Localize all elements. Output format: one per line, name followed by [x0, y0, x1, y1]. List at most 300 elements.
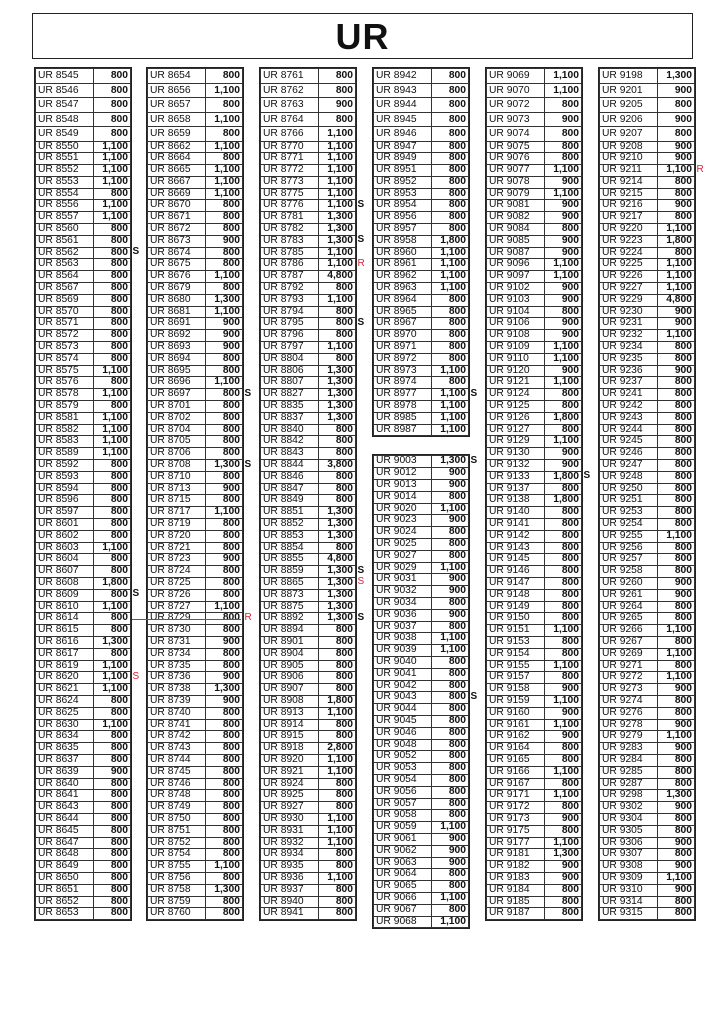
margin-mark: R: [357, 257, 365, 269]
item-code: UR 8853: [261, 530, 319, 542]
margin-mark: R: [244, 611, 252, 623]
table-row: [148, 766, 243, 778]
item-code: UR 8851: [261, 507, 319, 519]
item-code: UR 8643: [36, 802, 94, 814]
table-row: [600, 743, 695, 755]
item-code: UR 8974: [374, 377, 432, 389]
table-row: [600, 636, 695, 648]
item-code: UR 9068: [374, 916, 432, 928]
table-row: [148, 507, 243, 519]
page-title: UR: [335, 16, 390, 57]
table-row: [600, 424, 695, 436]
item-code: UR 8852: [261, 519, 319, 531]
item-code: UR 8746: [148, 778, 206, 790]
table-row: [148, 259, 243, 271]
table-row: [600, 754, 695, 766]
item-code: UR 8978: [374, 401, 432, 413]
item-code: UR 8692: [148, 330, 206, 342]
item-quantity: 800: [544, 648, 581, 660]
margin-mark: S: [132, 246, 140, 258]
item-quantity: 800: [657, 754, 694, 766]
item-code: UR 9148: [487, 589, 545, 601]
item-quantity: 1,800: [318, 695, 355, 707]
item-code: UR 9165: [487, 754, 545, 766]
table-row: [36, 247, 131, 259]
margin-mark: S: [244, 458, 252, 470]
item-quantity: 800: [93, 849, 130, 861]
table-row: [600, 884, 695, 896]
item-code: UR 9012: [374, 468, 432, 480]
item-code: UR 8953: [374, 188, 432, 200]
item-quantity: 1,100: [431, 562, 468, 574]
table-row: [36, 141, 131, 153]
item-quantity: 1,100: [318, 825, 355, 837]
item-quantity: 1,100: [318, 837, 355, 849]
item-quantity: 1,100: [431, 645, 468, 657]
table-row: [600, 707, 695, 719]
item-quantity: 900: [544, 365, 581, 377]
table-row: [261, 542, 356, 554]
table-row: [600, 141, 695, 153]
item-code: UR 8650: [36, 872, 94, 884]
item-quantity: 1,100: [544, 436, 581, 448]
table-row: [36, 884, 131, 896]
table-row: [148, 436, 243, 448]
table-row: [374, 810, 469, 822]
table-row: [374, 318, 469, 330]
item-code: UR 9096: [487, 259, 545, 271]
item-quantity: 1,100: [544, 695, 581, 707]
table-row: [600, 695, 695, 707]
table-row: [374, 503, 469, 515]
item-code: UR 8907: [261, 684, 319, 696]
item-code: UR 8901: [261, 636, 319, 648]
item-quantity: 800: [544, 401, 581, 413]
item-quantity: 900: [657, 306, 694, 318]
item-quantity: 800: [93, 353, 130, 365]
table-row: [487, 896, 582, 908]
item-code: UR 8639: [36, 766, 94, 778]
item-code: UR 8973: [374, 365, 432, 377]
table-row: [148, 318, 243, 330]
item-code: UR 8589: [36, 448, 94, 460]
table-row: [374, 112, 469, 127]
item-quantity: 800: [93, 554, 130, 566]
item-quantity: 800: [205, 872, 242, 884]
item-code: UR 9042: [374, 680, 432, 692]
table-row: [374, 200, 469, 212]
item-quantity: 800: [93, 98, 130, 113]
table-row: [36, 613, 131, 625]
item-code: UR 9013: [374, 480, 432, 492]
item-code: UR 9229: [600, 294, 658, 306]
table-row: [261, 861, 356, 873]
item-quantity: 900: [657, 743, 694, 755]
table-row: [148, 448, 243, 460]
item-quantity: 1,100: [318, 188, 355, 200]
table-row: [148, 566, 243, 578]
item-code: UR 8578: [36, 389, 94, 401]
item-code: UR 9223: [600, 235, 658, 247]
item-quantity: 1,100: [431, 892, 468, 904]
item-quantity: 1,100: [205, 141, 242, 153]
table-row: [600, 896, 695, 908]
table-row: [374, 353, 469, 365]
table-row: [600, 235, 695, 247]
item-quantity: 1,100: [431, 412, 468, 424]
item-quantity: 1,100: [657, 672, 694, 684]
item-code: UR 9159: [487, 695, 545, 707]
table-row: [487, 200, 582, 212]
item-code: UR 8702: [148, 412, 206, 424]
item-code: UR 9177: [487, 837, 545, 849]
item-quantity: 800: [431, 751, 468, 763]
item-code: UR 9084: [487, 224, 545, 236]
item-code: UR 9125: [487, 401, 545, 413]
item-quantity: 800: [93, 318, 130, 330]
item-quantity: 800: [318, 424, 355, 436]
item-quantity: 1,100: [318, 342, 355, 354]
item-quantity: 900: [205, 672, 242, 684]
table-row: [487, 660, 582, 672]
item-quantity: 800: [93, 613, 130, 625]
item-quantity: 800: [544, 542, 581, 554]
item-quantity: 800: [205, 401, 242, 413]
table-group: [372, 454, 470, 929]
item-quantity: 800: [657, 212, 694, 224]
table-row: [36, 802, 131, 814]
table-row: [261, 224, 356, 236]
item-quantity: 800: [318, 778, 355, 790]
item-code: UR 8905: [261, 660, 319, 672]
item-code: UR 8717: [148, 507, 206, 519]
item-quantity: 900: [657, 837, 694, 849]
item-quantity: 800: [431, 668, 468, 680]
item-code: UR 9158: [487, 684, 545, 696]
table-row: [600, 212, 695, 224]
table-row: [487, 436, 582, 448]
table-row: [148, 69, 243, 84]
item-code: UR 9287: [600, 778, 658, 790]
item-code: UR 8840: [261, 424, 319, 436]
item-code: UR 8943: [374, 83, 432, 98]
item-quantity: 1,800: [544, 412, 581, 424]
item-quantity: 800: [431, 224, 468, 236]
table-row: [600, 589, 695, 601]
item-code: UR 8755: [148, 861, 206, 873]
item-quantity: 1,100: [544, 271, 581, 283]
item-code: UR 9257: [600, 554, 658, 566]
table-row: [600, 165, 695, 177]
item-quantity: 900: [431, 574, 468, 586]
item-code: UR 9074: [487, 127, 545, 142]
item-quantity: 900: [657, 577, 694, 589]
item-code: UR 8648: [36, 849, 94, 861]
item-code: UR 8594: [36, 483, 94, 495]
table-row: [600, 353, 695, 365]
item-quantity: 800: [318, 448, 355, 460]
item-quantity: 800: [657, 636, 694, 648]
item-code: UR 9081: [487, 200, 545, 212]
item-quantity: 800: [431, 491, 468, 503]
item-quantity: 1,100: [431, 424, 468, 436]
item-code: UR 9302: [600, 802, 658, 814]
table-row: [148, 695, 243, 707]
table-row: [374, 247, 469, 259]
item-code: UR 8847: [261, 483, 319, 495]
table-row: [487, 872, 582, 884]
item-quantity: 800: [93, 908, 130, 920]
item-quantity: 800: [431, 715, 468, 727]
item-quantity: 800: [318, 483, 355, 495]
item-code: UR 8951: [374, 165, 432, 177]
item-code: UR 9171: [487, 790, 545, 802]
margin-mark: S: [357, 198, 365, 210]
table-row: [374, 574, 469, 586]
item-code: UR 9173: [487, 813, 545, 825]
table-row: [600, 530, 695, 542]
item-code: UR 9058: [374, 810, 432, 822]
table-row: [261, 519, 356, 531]
table-row: [148, 212, 243, 224]
item-quantity: 1,300: [318, 601, 355, 613]
item-quantity: 800: [431, 165, 468, 177]
item-code: UR 9315: [600, 908, 658, 920]
item-quantity: 800: [205, 519, 242, 531]
item-code: UR 8736: [148, 672, 206, 684]
item-code: UR 9079: [487, 188, 545, 200]
item-code: UR 8742: [148, 731, 206, 743]
item-code: UR 9211: [600, 165, 658, 177]
item-quantity: 800: [318, 330, 355, 342]
item-code: UR 8731: [148, 636, 206, 648]
item-code: UR 8797: [261, 342, 319, 354]
table-row: [148, 719, 243, 731]
item-quantity: 800: [431, 550, 468, 562]
item-quantity: 1,300: [318, 507, 355, 519]
table-row: [261, 648, 356, 660]
table-row: [487, 825, 582, 837]
table-row: [261, 212, 356, 224]
item-quantity: 800: [657, 436, 694, 448]
item-quantity: 800: [657, 448, 694, 460]
item-quantity: 800: [205, 424, 242, 436]
table-row: [487, 165, 582, 177]
table-row: [487, 778, 582, 790]
item-code: UR 8667: [148, 176, 206, 188]
item-quantity: 1,100: [544, 342, 581, 354]
item-code: UR 8710: [148, 471, 206, 483]
table-row: [487, 141, 582, 153]
item-quantity: 800: [431, 83, 468, 98]
item-quantity: 800: [318, 636, 355, 648]
table-row: [148, 83, 243, 98]
table-row: [374, 271, 469, 283]
table-row: [374, 235, 469, 247]
item-code: UR 9075: [487, 141, 545, 153]
table-row: [148, 884, 243, 896]
item-quantity: 800: [205, 825, 242, 837]
item-quantity: 1,100: [544, 165, 581, 177]
item-code: UR 9231: [600, 318, 658, 330]
item-code: UR 8634: [36, 731, 94, 743]
item-quantity: 800: [205, 542, 242, 554]
item-code: UR 8859: [261, 566, 319, 578]
item-quantity: 800: [431, 798, 468, 810]
table-row: [36, 389, 131, 401]
item-quantity: 1,100: [205, 165, 242, 177]
item-quantity: 800: [93, 530, 130, 542]
item-quantity: 900: [657, 719, 694, 731]
table-row: [600, 660, 695, 672]
item-code: UR 9059: [374, 822, 432, 834]
item-quantity: 800: [205, 436, 242, 448]
table-row: [36, 235, 131, 247]
table-row: [36, 778, 131, 790]
table-row: [487, 83, 582, 98]
table-row: [487, 672, 582, 684]
item-quantity: 1,100: [544, 660, 581, 672]
item-code: UR 9067: [374, 904, 432, 916]
item-quantity: 800: [657, 896, 694, 908]
item-quantity: 800: [544, 224, 581, 236]
item-code: UR 9145: [487, 554, 545, 566]
item-code: UR 9208: [600, 141, 658, 153]
item-code: UR 8602: [36, 530, 94, 542]
item-code: UR 8573: [36, 342, 94, 354]
item-quantity: 800: [205, 389, 242, 401]
table-row: [148, 283, 243, 295]
table-row: [261, 247, 356, 259]
item-quantity: 1,100: [657, 731, 694, 743]
item-code: UR 8726: [148, 589, 206, 601]
item-quantity: 800: [93, 707, 130, 719]
item-code: UR 8958: [374, 235, 432, 247]
item-code: UR 8554: [36, 188, 94, 200]
item-quantity: 1,300: [205, 684, 242, 696]
table-row: [374, 845, 469, 857]
item-quantity: 800: [93, 495, 130, 507]
table-row: [148, 837, 243, 849]
table-row: [261, 577, 356, 589]
table-row: [36, 165, 131, 177]
item-code: UR 8792: [261, 283, 319, 295]
table-row: [374, 480, 469, 492]
item-code: UR 8835: [261, 401, 319, 413]
item-code: UR 8892: [261, 613, 319, 625]
item-quantity: 1,100: [657, 165, 694, 177]
item-quantity: 800: [93, 695, 130, 707]
table-row: [148, 589, 243, 601]
item-quantity: 800: [544, 636, 581, 648]
table-row: [148, 471, 243, 483]
item-quantity: 800: [318, 802, 355, 814]
item-quantity: 1,100: [544, 766, 581, 778]
table-row: [374, 833, 469, 845]
table-row: [261, 884, 356, 896]
table-row: [374, 294, 469, 306]
item-code: UR 9097: [487, 271, 545, 283]
table-row: [374, 306, 469, 318]
item-quantity: 800: [205, 778, 242, 790]
item-code: UR 9298: [600, 790, 658, 802]
table-row: [487, 112, 582, 127]
item-quantity: 800: [657, 247, 694, 259]
item-code: UR 9077: [487, 165, 545, 177]
item-code: UR 8664: [148, 153, 206, 165]
item-code: UR 8640: [36, 778, 94, 790]
item-quantity: 800: [657, 188, 694, 200]
item-code: UR 9003: [374, 456, 432, 468]
table-row: [148, 577, 243, 589]
table-row: [261, 176, 356, 188]
item-quantity: 800: [318, 542, 355, 554]
table-row: [148, 636, 243, 648]
item-quantity: 1,100: [93, 542, 130, 554]
table-row: [148, 224, 243, 236]
item-code: UR 8807: [261, 377, 319, 389]
item-code: UR 8676: [148, 271, 206, 283]
table-row: [148, 271, 243, 283]
item-code: UR 8763: [261, 98, 319, 113]
item-code: UR 8971: [374, 342, 432, 354]
item-code: UR 8727: [148, 601, 206, 613]
item-quantity: 800: [544, 530, 581, 542]
item-quantity: 1,100: [93, 389, 130, 401]
item-code: UR 8776: [261, 200, 319, 212]
item-code: UR 9198: [600, 69, 658, 84]
item-quantity: 1,100: [544, 837, 581, 849]
table-row: [148, 672, 243, 684]
item-quantity: 800: [657, 471, 694, 483]
table-row: [148, 754, 243, 766]
table-row: [374, 456, 469, 468]
item-quantity: 1,100: [431, 365, 468, 377]
table-row: [148, 424, 243, 436]
item-quantity: 800: [93, 401, 130, 413]
item-code: UR 8963: [374, 283, 432, 295]
table-row: [36, 471, 131, 483]
item-code: UR 8944: [374, 98, 432, 113]
table-row: [261, 294, 356, 306]
item-quantity: 1,100: [431, 822, 468, 834]
item-quantity: 900: [544, 112, 581, 127]
item-code: UR 8596: [36, 495, 94, 507]
item-quantity: 800: [657, 127, 694, 142]
table-row: [36, 577, 131, 589]
item-quantity: 800: [431, 621, 468, 633]
table-row: [487, 530, 582, 542]
margin-mark: S: [357, 564, 365, 576]
table-row: [600, 460, 695, 472]
table-row: [148, 660, 243, 672]
table-row: [36, 365, 131, 377]
item-code: UR 8771: [261, 153, 319, 165]
table-row: [374, 98, 469, 113]
item-quantity: 4,800: [318, 554, 355, 566]
item-quantity: 800: [93, 896, 130, 908]
item-code: UR 8582: [36, 424, 94, 436]
item-quantity: 800: [657, 495, 694, 507]
table-row: [36, 695, 131, 707]
item-code: UR 9234: [600, 342, 658, 354]
item-code: UR 9161: [487, 719, 545, 731]
item-quantity: 800: [657, 342, 694, 354]
item-quantity: 800: [205, 259, 242, 271]
item-code: UR 8560: [36, 224, 94, 236]
item-quantity: 800: [544, 141, 581, 153]
table-row: [487, 601, 582, 613]
